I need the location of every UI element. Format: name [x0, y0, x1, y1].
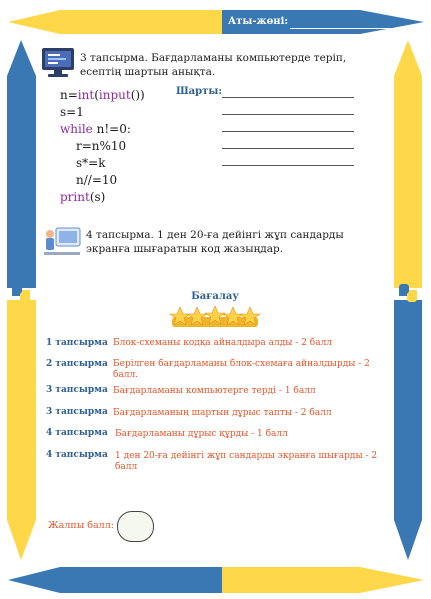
code-line-2: s=1 [60, 105, 84, 119]
total-score-field[interactable] [117, 511, 154, 542]
condition-label: Шарты: [176, 86, 223, 97]
code-line-1: n=int(input()) [60, 88, 145, 102]
name-field-line[interactable] [290, 28, 390, 29]
grade-row-4-desc: Бағдарламаның шартын дұрыс тапты - 2 балл [113, 408, 332, 418]
grade-row-5-task: 4 тапсырма [46, 428, 108, 438]
code-line-7: print(s) [60, 190, 106, 204]
grade-row-3-desc: Бағдарламаны компьютерге терді - 1 балл [113, 386, 316, 396]
grade-row-2-task: 2 тапсырма [46, 359, 108, 369]
code-line-4: r=n%10 [76, 139, 127, 153]
grade-row-1-task: 1 тапсырма [46, 338, 108, 348]
computer-icon [40, 46, 76, 78]
task4-title: 4 тапсырма. 1 ден 20-ға дейінгі жұп сандарды экранға шығаратын код жазыңдар. [86, 229, 344, 255]
grading-title: Бағалау [191, 291, 239, 302]
grade-row-1-desc: Блок-схеманы кодқа айналдыра алды - 2 балл [113, 338, 333, 348]
grade-row-5-desc: Бағдарламаны дұрыс құрды - 1 балл [115, 429, 288, 439]
total-label: Жалпы балл: [48, 520, 114, 531]
code-block [60, 87, 145, 206]
stars-icon [168, 305, 262, 329]
answer-line-2[interactable] [222, 114, 354, 115]
answer-line-3[interactable] [222, 131, 354, 132]
grade-row-2-desc: Берілген бағдарламаны блок-схемаға айналдырды - 2 балл. [113, 359, 370, 380]
code-line-3: while n!=0: [60, 122, 131, 136]
name-label: Аты-жөні: [228, 16, 289, 27]
code-line-6: n//=10 [76, 173, 118, 187]
task3-title: 3 тапсырма. Бағдарламаны компьютерде теріп, есептің шартын анықта. [80, 52, 347, 78]
answer-line-1[interactable] [222, 97, 354, 98]
answer-line-5[interactable] [222, 165, 354, 166]
code-line-5: s*=k [76, 156, 106, 170]
grade-row-6-task: 4 тапсырма [46, 450, 108, 460]
answer-line-4[interactable] [222, 148, 354, 149]
grade-row-3-task: 3 тапсырма [46, 385, 108, 395]
student-computer-icon [42, 224, 82, 258]
grade-row-6-desc: 1 ден 20-ға дейінгі жұп сандарды экранға шығарды - 2 балл [115, 451, 378, 472]
grade-row-4-task: 3 тапсырма [46, 407, 108, 417]
